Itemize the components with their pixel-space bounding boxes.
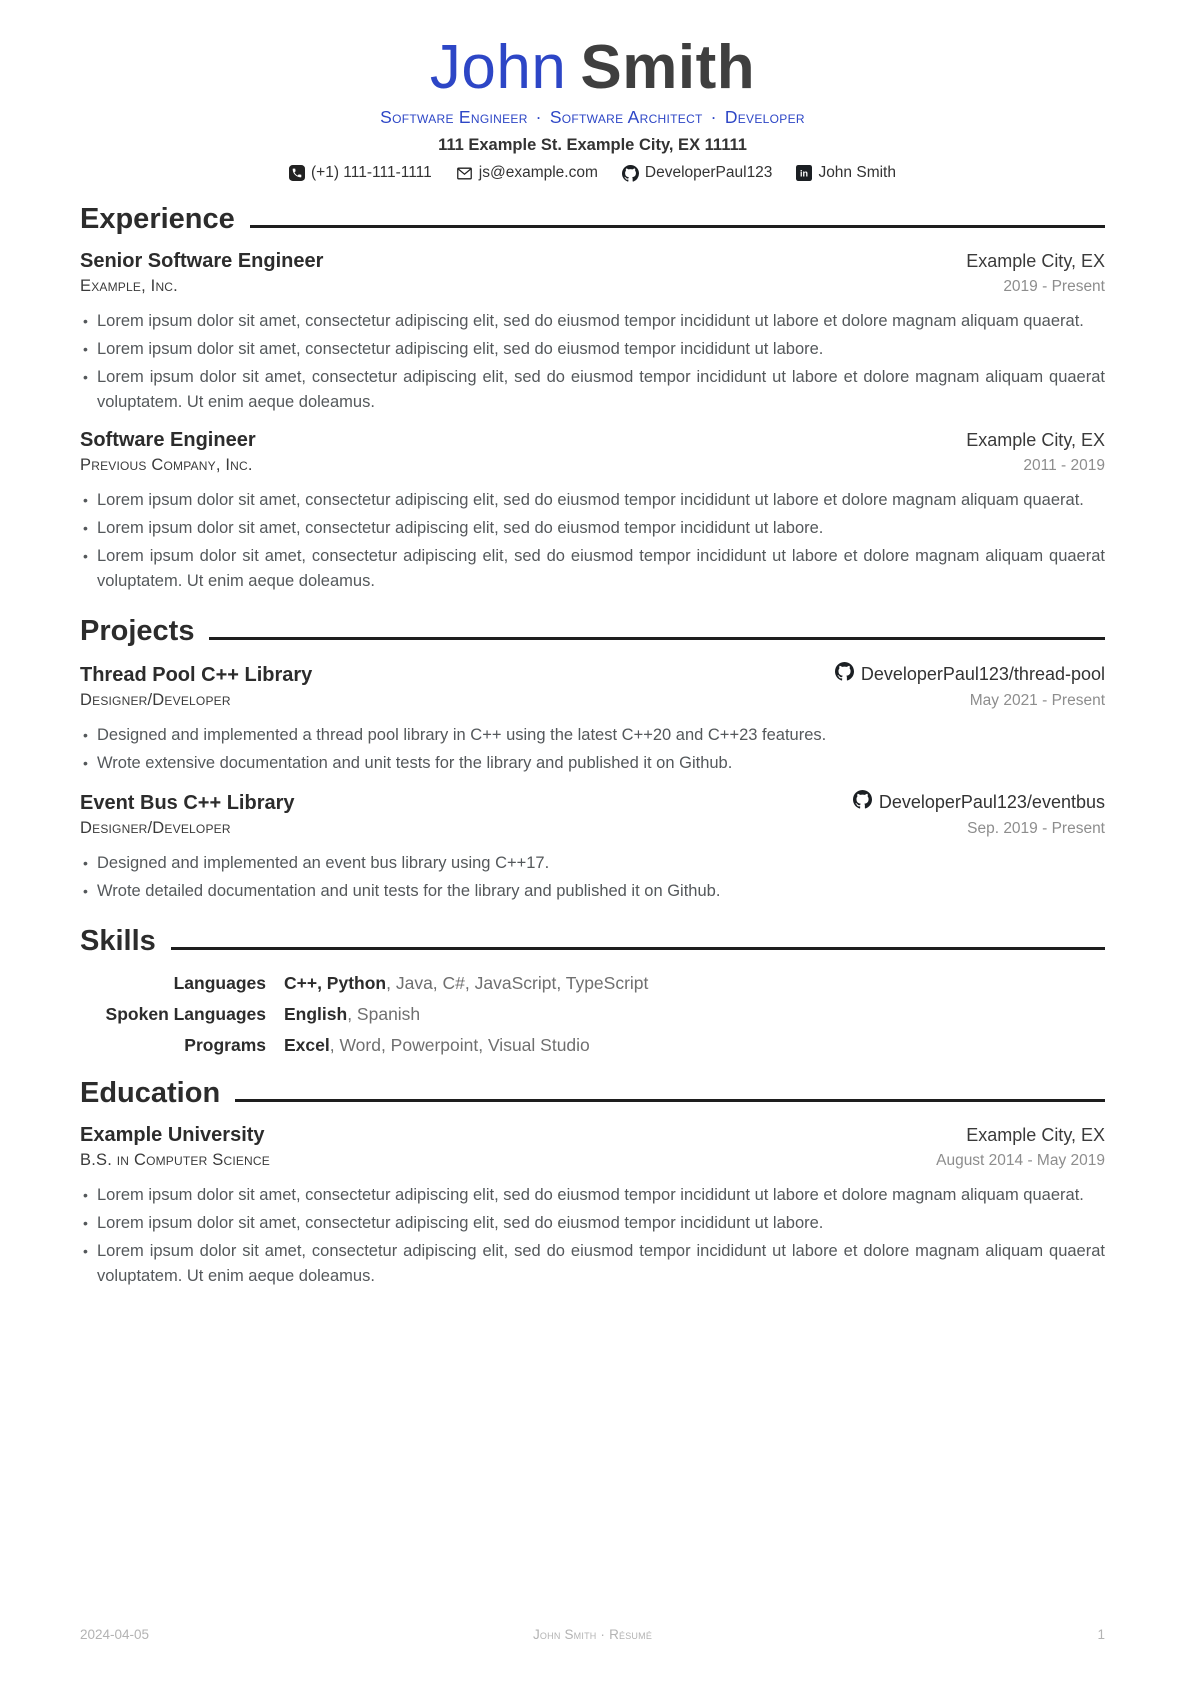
person-name [80,34,1105,102]
section-title: Experience [80,203,235,235]
tagline-separator: · [535,107,542,127]
bullet-item: • Wrote extensive documentation and unit tests for the library and published it on Github. [80,751,1105,776]
project-entry [80,662,1105,776]
linkedin-name: John Smith [818,164,896,181]
taglines [80,107,1105,128]
bullet-list [80,309,1105,415]
bullet-item: • Lorem ipsum dolor sit amet, consectetur adipiscing elit, sed do eiusmod tempor incididunt ut labore et dolore magnam aliquam quaerat. [80,309,1105,334]
project-role: Designer/Developer [80,819,231,837]
section-rule [250,225,1105,228]
bullet-item: • Lorem ipsum dolor sit amet, consectetur adipiscing elit, sed do eiusmod tempor incididunt ut labore et dolore magnam aliquam quaerat. [80,1183,1105,1208]
section-skills [80,925,1105,1056]
skills-table [80,973,1105,1056]
bullet-item: • Lorem ipsum dolor sit amet, consectetur adipiscing elit, sed do eiusmod tempor incididunt ut labore et dolore magnam aliquam quaerat voluptatem. Ut enim aeque doleamus. [80,365,1105,415]
experience-entry [80,429,1105,594]
project-title: Thread Pool C++ Library [80,664,313,686]
github-icon [853,790,872,814]
phone-link[interactable] [289,164,432,182]
contact-row [80,164,1105,182]
skill-values [284,1035,1105,1056]
linkedin-profile-link[interactable] [796,164,896,182]
project-title: Event Bus C++ Library [80,792,295,814]
skill-rest: , Java, C#, JavaScript, TypeScript [386,973,649,993]
page-footer [80,1627,1105,1642]
job-dates: 2019 - Present [1003,278,1105,295]
bullet-item: • Lorem ipsum dolor sit amet, consectetur adipiscing elit, sed do eiusmod tempor incididunt ut labore. [80,1211,1105,1236]
job-location: Example City, EX [966,430,1105,450]
tagline-separator: · [710,107,717,127]
project-dates: Sep. 2019 - Present [967,820,1105,837]
skill-category-label: Programs [184,1035,266,1055]
first-name: John [429,33,567,102]
bullet-item: • Designed and implemented a thread pool library in C++ using the latest C++20 and C++23 features. [80,723,1105,748]
bullet-item: • Designed and implemented an event bus library using C++17. [80,851,1105,876]
skill-values [284,973,1105,994]
section-header [80,1077,1105,1110]
section-experience [80,203,1105,594]
envelope-icon [456,165,473,182]
school-name: Example University [80,1124,265,1146]
skill-highlight: C++, Python [284,973,387,993]
github-icon [622,165,639,182]
bullet-item: • Lorem ipsum dolor sit amet, consectetur adipiscing elit, sed do eiusmod tempor incididunt ut labore et dolore magnam aliquam quaerat voluptatem. Ut enim aeque doleamus. [80,1239,1105,1289]
footer-date: 2024-04-05 [80,1627,150,1642]
project-entry [80,790,1105,904]
bullet-list [80,851,1105,904]
phone-icon [289,165,305,181]
company-name: Previous Company, Inc. [80,456,253,474]
section-rule [171,947,1105,950]
bullet-item: • Lorem ipsum dolor sit amet, consectetur adipiscing elit, sed do eiusmod tempor incididunt ut labore. [80,337,1105,362]
footer-document-title: John Smith · Résumé [532,1627,653,1642]
skill-rest: , Word, Powerpoint, Visual Studio [329,1035,590,1055]
project-role: Designer/Developer [80,691,231,709]
section-title: Education [80,1077,221,1109]
section-rule [235,1099,1105,1102]
school-location: Example City, EX [966,1125,1105,1145]
section-title: Skills [80,925,156,957]
repo-name: DeveloperPaul123/eventbus [878,791,1105,812]
svg-text:in: in [800,168,809,179]
section-projects [80,615,1105,904]
email-address: js@example.com [478,164,598,181]
project-dates: May 2021 - Present [969,692,1105,709]
education-dates: August 2014 - May 2019 [936,1152,1105,1169]
degree-name: B.S. in Computer Science [80,1151,270,1169]
section-header [80,203,1105,236]
experience-entry [80,250,1105,415]
bullet-item: • Lorem ipsum dolor sit amet, consectetur adipiscing elit, sed do eiusmod tempor incididunt ut labore et dolore magnam aliquam quaerat voluptatem. Ut enim aeque doleamus. [80,544,1105,594]
education-entry [80,1124,1105,1289]
bullet-list [80,1183,1105,1289]
linkedin-icon [796,165,812,181]
section-title: Projects [80,615,195,647]
tagline-role: Developer [724,107,805,127]
bullet-item: • Lorem ipsum dolor sit amet, consectetur adipiscing elit, sed do eiusmod tempor incididunt ut labore et dolore magnam aliquam quaerat. [80,488,1105,513]
github-profile-link[interactable] [622,164,773,182]
skill-rest: , Spanish [347,1004,421,1024]
project-repo-link[interactable] [853,790,1105,814]
tagline-role: Software Engineer [380,107,528,127]
phone-number: (+1) 111-111-1111 [311,164,432,181]
skill-highlight: English [284,1004,348,1024]
last-name: Smith [580,33,756,102]
job-location: Example City, EX [966,251,1105,271]
job-title: Software Engineer [80,429,256,451]
skill-highlight: Excel [284,1035,330,1055]
project-repo-link[interactable] [835,662,1105,686]
skill-values [284,1004,1105,1025]
section-header [80,925,1105,958]
section-rule [209,637,1105,640]
address-line: 111 Example St. Example City, EX 11111 [438,136,747,154]
bullet-item: • Wrote detailed documentation and unit tests for the library and published it on Github. [80,879,1105,904]
footer-page-number: 1 [1097,1627,1105,1642]
job-title: Senior Software Engineer [80,250,324,272]
bullet-list [80,723,1105,776]
github-username: DeveloperPaul123 [644,164,773,181]
repo-name: DeveloperPaul123/thread-pool [860,663,1105,684]
section-header [80,615,1105,648]
tagline-role: Software Architect [549,107,703,127]
company-name: Example, Inc. [80,277,178,295]
skill-category-label: Languages [173,973,266,993]
github-icon [835,662,854,686]
skill-category-label: Spoken Languages [105,1004,266,1024]
job-dates: 2011 - 2019 [1023,457,1105,474]
bullet-list [80,488,1105,594]
section-education [80,1077,1105,1289]
bullet-item: • Lorem ipsum dolor sit amet, consectetur adipiscing elit, sed do eiusmod tempor incididunt ut labore. [80,516,1105,541]
email-link[interactable] [456,164,598,182]
